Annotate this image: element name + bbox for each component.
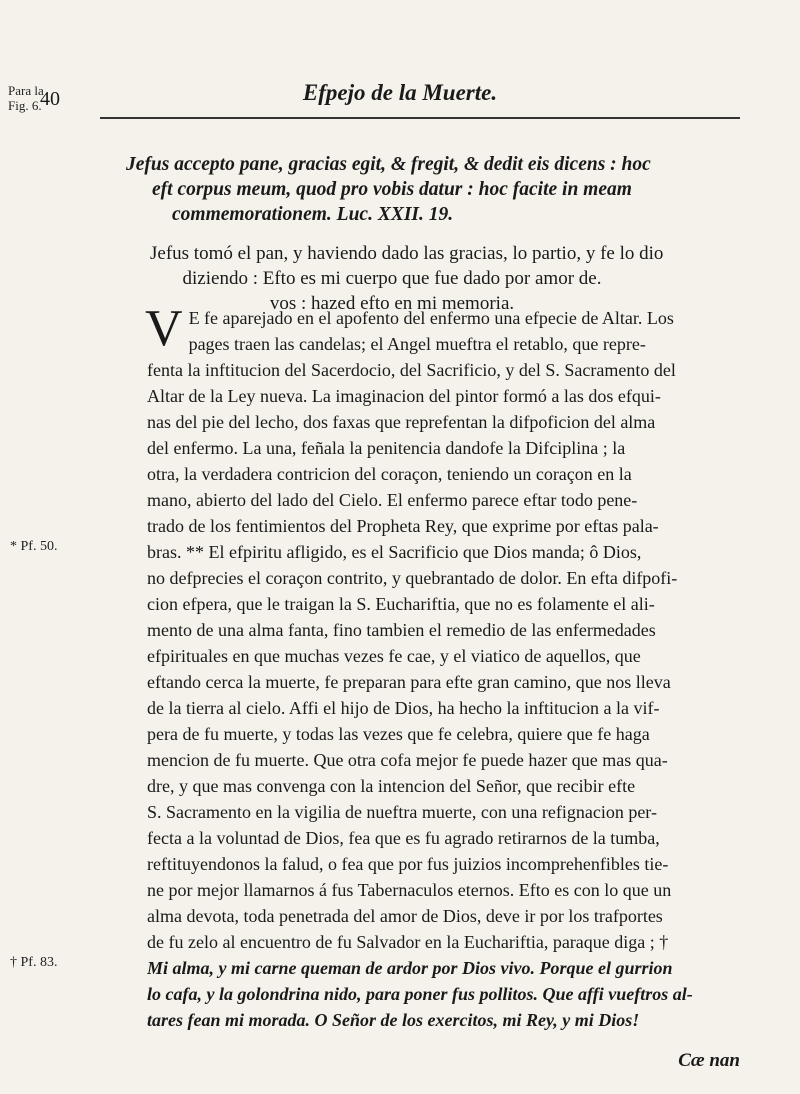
catchword: Cæ nan [678, 1050, 740, 1071]
body-line: ne por mejor llamarnos á fus Tabernaculos eternos. Efto es con lo que un [147, 880, 672, 900]
body-line: bras. ** El efpiritu afligido, es el Sacrificio que Dios manda; ô Dios, [147, 542, 642, 562]
body-line: cion efpera, que le traigan la S. Euchariftia, que no es folamente el ali- [147, 594, 655, 614]
translation-line-1: Jefus tomó el pan, y haviendo dado las gracias, lo partio, y fe lo dio [150, 243, 664, 264]
body-line: mano, abierto del lado del Cielo. El enfermo parece eftar todo pene- [147, 490, 638, 510]
latin-line-2: eft corpus meum, quod pro vobis datur : hoc facite in meam [152, 179, 632, 200]
body-line: lo cafa, y la golondrina nido, para poner fus pollitos. Que affi vueftros al- [147, 984, 693, 1004]
body-line: trado de los fentimientos del Propheta Rey, que exprime por eftas pala- [147, 516, 659, 536]
body-line: del enfermo. La una, feñala la penitencia dandofe la Difciplina ; la [147, 438, 626, 458]
page-number: 40 [40, 88, 60, 110]
latin-line-3: commemorationem. Luc. XXII. 19. [172, 204, 454, 225]
translation-line-3: vos : hazed efto en mi memoria. [269, 293, 515, 314]
body-line: de la tierra al cielo. Affi el hijo de Dios, ha hecho la inftitucion a la vif- [147, 698, 660, 718]
body-line: pera de fu muerte, y todas las vezes que fe celebra, quiere que fe haga [147, 724, 650, 744]
drop-cap: V [145, 300, 183, 357]
body-line: reftituyendonos la falud, o fea que por fus juizios incomprehenfibles tie- [147, 854, 669, 874]
body-line: de fu zelo al encuentro de fu Salvador en la Euchariftia, paraque diga ; † [147, 932, 669, 952]
margin-ref-line2: Fig. 6. [8, 98, 42, 113]
body-line: E fe aparejado en el apofento del enfermo una efpecie de Altar. Los [188, 308, 674, 328]
margin-note-ps83: † Pf. 83. [10, 955, 58, 970]
body-line: tares fean mi morada. O Señor de los exercitos, mi Rey, y mi Dios! [147, 1010, 640, 1030]
body-line: otra, la verdadera contricion del coraçon, teniendo un coraçon en la [147, 464, 632, 484]
body-line: Mi alma, y mi carne queman de ardor por Dios vivo. Porque el gurrion [147, 958, 673, 978]
body-line: mencion de fu muerte. Que otra cofa mejor fe puede hazer que mas qua- [147, 750, 668, 770]
body-line: fenta la inftitucion del Sacerdocio, del Sacrificio, y del S. Sacramento del [147, 360, 676, 380]
running-head: Efpejo de la Muerte. [302, 80, 498, 105]
header-rule [100, 117, 740, 119]
body-line: Altar de la Ley nueva. La imaginacion del pintor formó a las dos efqui- [147, 386, 661, 406]
translation-line-2: diziendo : Efto es mi cuerpo que fue dado por amor de. [182, 268, 602, 289]
body-line: no defprecies el coraçon contrito, y quebrantado de dolor. En efta difpofi- [147, 568, 678, 588]
body-line: efpirituales en que muchas vezes fe cae, y el viatico de aquellos, que [147, 646, 641, 666]
body-line: dre, y que mas convenga con la intencion del Señor, que recibir efte [147, 776, 636, 796]
body-line: eftando cerca la muerte, fe preparan para efte gran camino, que nos lleva [147, 672, 671, 692]
body-line: fecta a la voluntad de Dios, fea que es fu agrado retirarnos de la tumba, [147, 828, 660, 848]
margin-ref-line1: Para la [8, 83, 44, 98]
latin-line-1: Jefus accepto pane, gracias egit, & fregit, & dedit eis dicens : hoc [126, 154, 651, 175]
latin-epigraph [126, 152, 746, 227]
body-line: pages traen las candelas; el Angel mueftra el retablo, que repre- [188, 334, 646, 354]
body-line: alma devota, toda penetrada del amor de Dios, deve ir por los trafportes [147, 906, 663, 926]
body-line: mento de una alma fanta, fino tambien el remedio de las enfermedades [147, 620, 656, 640]
margin-note-ps50: * Pf. 50. [10, 539, 58, 554]
body-line: nas del pie del lecho, dos faxas que reprefentan la difpoficion del alma [147, 412, 656, 432]
body-line: S. Sacramento en la vigilia de nueftra muerte, con una refignacion per- [147, 802, 657, 822]
